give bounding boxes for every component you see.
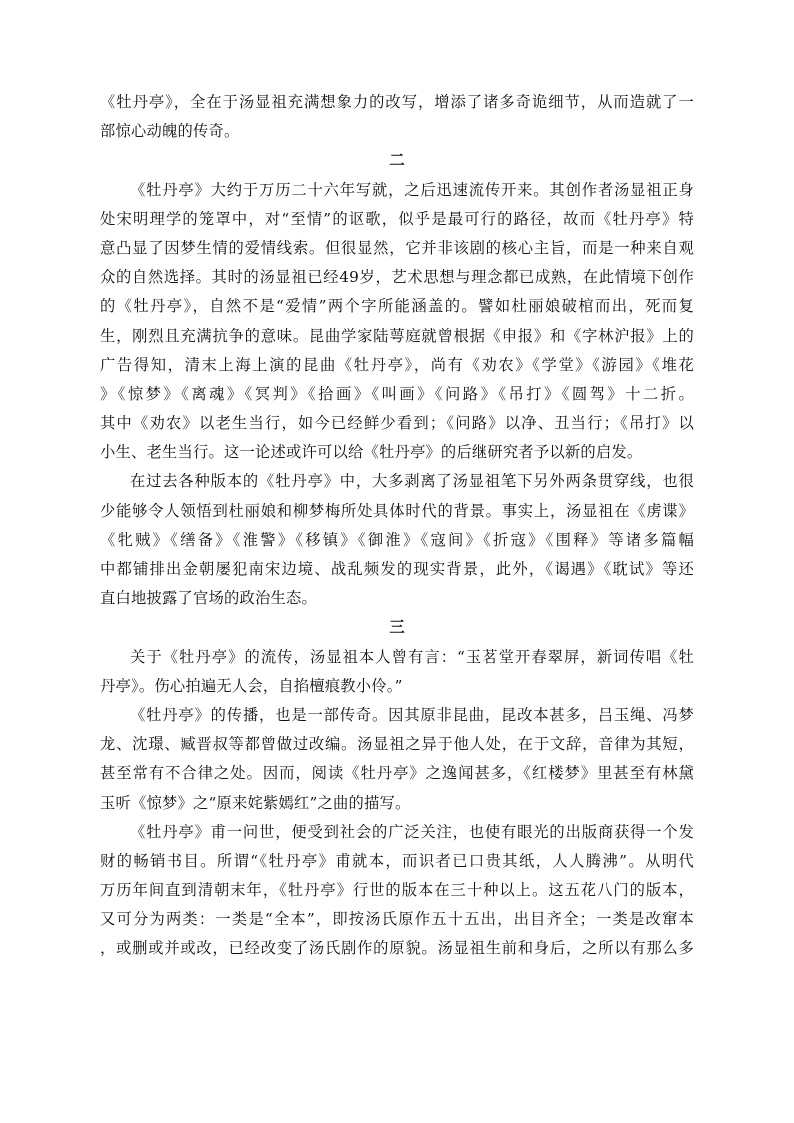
text-line: 甚至常有不合律之处。因而，阅读《牡丹亭》之逸闻甚多，《红楼梦》里甚至有林黛 — [100, 764, 694, 783]
text-line: 财的畅销书目。所谓“《牡丹亭》甫就本，而识者已口贵其纸，人人腾沸”。从明代 — [100, 851, 694, 870]
section-heading: 三 — [389, 618, 405, 637]
text-line: 众的自然选择。其时的汤显祖已经49岁，艺术思想与理念都已成熟，在此情境下创作 — [100, 268, 694, 287]
text-line: 在过去各种版本的《牡丹亭》中，大多剥离了汤显祖笔下另外两条贯穿线，也很 — [130, 472, 694, 491]
text-line: 》《惊梦》《离魂》《冥判》《拾画》《叫画》《问路》《吊打》《圆驾》十二折。 — [100, 384, 694, 403]
text-line: 的《牡丹亭》，自然不是“爱情”两个字所能涵盖的。譬如杜丽娘破棺而出，死而复 — [100, 297, 694, 316]
text-line: 《牡丹亭》的传播，也是一部传奇。因其原非昆曲，昆改本甚多，吕玉绳、冯梦 — [130, 705, 694, 724]
section-heading: 二 — [389, 151, 405, 170]
text-line: 直白地披露了官场的政治生态。 — [100, 589, 317, 608]
text-line: 生，刚烈且充满抗争的意味。昆曲学家陆萼庭就曾根据《申报》和《字林沪报》上的 — [100, 326, 694, 345]
text-line: 广告得知，清末上海上演的昆曲《牡丹亭》，尚有《劝农》《学堂》《游园》《堆花 — [100, 355, 694, 374]
text-line: 玉听《惊梦》之“原来姹紫嫣红”之曲的描写。 — [100, 793, 411, 812]
text-line: 关于《牡丹亭》的流传，汤显祖本人曾有言：“玉茗堂开春翠屏，新词传唱《牡 — [130, 647, 694, 666]
text-line: 万历年间直到清朝末年，《牡丹亭》行世的版本在三十种以上。这五花八门的版本， — [100, 881, 694, 900]
text-line: 少能够令人领悟到杜丽娘和柳梦梅所处具体时代的背景。事实上，汤显祖在《虏谍》 — [100, 501, 694, 520]
text-line: 《牡丹亭》甫一问世，便受到社会的广泛关注，也使有眼光的出版商获得一个发 — [130, 822, 694, 841]
text-line: 龙、沈璟、臧晋叔等都曾做过改编。汤显祖之异于他人处，在于文辞，音律为其短， — [100, 735, 694, 754]
text-line: 意凸显了因梦生情的爱情线索。但很显然，它并非该剧的核心主旨，而是一种来自观 — [100, 238, 694, 257]
text-line: 《牝贼》《缮备》《淮警》《移镇》《御淮》《寇间》《折寇》《围释》等诸多篇幅 — [100, 530, 694, 549]
text-line: 部惊心动魄的传奇。 — [100, 122, 240, 141]
text-line: 中都铺排出金朝屡犯南宋边境、战乱频发的现实背景，此外，《谒遇》《耽试》等还 — [100, 560, 694, 578]
text-line: 其中《劝农》以老生当行，如今已经鲜少看到；《问路》以净、丑当行；《吊打》以 — [100, 414, 694, 433]
text-line: ，或删或并或改，已经改变了汤氏剧作的原貌。汤显祖生前和身后，之所以有那么多 — [100, 939, 694, 958]
text-line: 《牡丹亭》，全在于汤显祖充满想象力的改写，增添了诸多奇诡细节，从而造就了一 — [100, 93, 694, 111]
text-line: 又可分为两类：一类是“全本”，即按汤氏原作五十五出，出目齐全；一类是改窜本 — [100, 910, 694, 929]
document-page — [100, 88, 694, 964]
text-line: 《牡丹亭》大约于万历二十六年写就，之后迅速流传开来。其创作者汤显祖正身 — [130, 180, 694, 199]
text-line: 小生、老生当行。这一论述或许可以给《牡丹亭》的后继研究者予以新的启发。 — [100, 443, 643, 462]
text-line: 丹亭》。伤心拍遍无人会，自掐檀痕教小伶。” — [100, 676, 403, 695]
text-line: 处宋明理学的笼罩中，对“至情”的讴歌，似乎是最可行的路径，故而《牡丹亭》特 — [100, 209, 694, 228]
